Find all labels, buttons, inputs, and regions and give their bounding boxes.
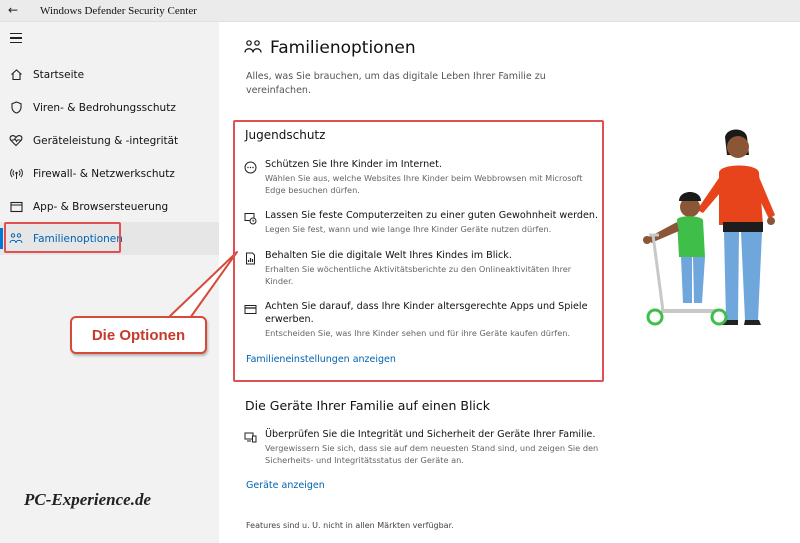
sidebar: [0, 22, 219, 543]
page-subtitle: Alles, was Sie brauchen, um das digitale Leben Ihrer Familie zu vereinfachen.: [246, 71, 546, 96]
home-icon: [9, 68, 23, 82]
sidebar-item-geraeteleistung[interactable]: [0, 124, 219, 157]
clock-screen-icon: [244, 210, 257, 223]
item-description: Entscheiden Sie, was Ihre Kinder sehen und für ihre Geräte kaufen dürfen.: [265, 328, 571, 338]
sidebar-item-label: App- & Browsersteuerung: [33, 200, 169, 213]
back-arrow-icon[interactable]: ←: [8, 3, 19, 17]
hamburger-menu-icon[interactable]: [10, 33, 22, 43]
sidebar-item-startseite[interactable]: [0, 58, 219, 91]
credit-card-icon: [244, 301, 257, 314]
watermark: PC-Experience.de: [24, 490, 151, 509]
callout-text: Die Optionen: [91, 326, 186, 344]
sidebar-item-label: Startseite: [33, 68, 85, 81]
jugendschutz-item-computerzeiten: [244, 209, 599, 235]
geraete-anzeigen-link[interactable]: Geräte anzeigen: [246, 480, 325, 491]
app-window-icon: [9, 200, 23, 214]
callout-label: [70, 316, 207, 354]
sidebar-item-label: Geräteleistung & -integrität: [33, 134, 179, 147]
item-heading: Schützen Sie Ihre Kinder im Internet.: [265, 159, 442, 170]
footer-note: Features sind u. U. nicht in allen Märkten verfügbar.: [246, 521, 454, 530]
family-illustration: [635, 125, 795, 330]
item-description: Legen Sie fest, wann und wie lange Ihre Kinder Geräte nutzen dürfen.: [265, 224, 552, 234]
page-title-text: Familienoptionen: [270, 38, 416, 58]
familieneinstellungen-link[interactable]: Familieneinstellungen anzeigen: [246, 354, 396, 365]
browse-circle-icon: [244, 159, 257, 172]
shield-icon: [9, 101, 23, 115]
sidebar-item-firewall[interactable]: [0, 157, 219, 190]
window-title: Windows Defender Security Center: [40, 5, 197, 17]
item-description: Vergewissern Sie sich, dass sie auf dem neuesten Stand sind, und zeigen Sie den Sicherheits- und Integritätsstatus der Geräte an.: [265, 443, 599, 465]
item-heading: Achten Sie darauf, dass Ihre Kinder altersgerechte Apps und Spiele erwerben.: [265, 301, 588, 325]
jugendschutz-item-apps: [244, 300, 599, 339]
sidebar-item-virenschutz[interactable]: [0, 91, 219, 124]
item-heading: Lassen Sie feste Computerzeiten zu einer guten Gewohnheit werden.: [265, 210, 599, 221]
section-title-jugendschutz: Jugendschutz: [245, 128, 326, 142]
item-heading: Überprüfen Sie die Integrität und Sicherheit der Geräte Ihrer Familie.: [265, 429, 596, 440]
jugendschutz-item-internet: [244, 158, 599, 196]
family-icon: [244, 39, 262, 58]
highlight-frame-sidebar: [4, 222, 121, 253]
jugendschutz-item-aktivitaet: [244, 249, 599, 287]
antenna-icon: [9, 167, 23, 181]
sidebar-item-label: Firewall- & Netzwerkschutz: [33, 167, 175, 180]
section-title-geraete: Die Geräte Ihrer Familie auf einen Blick: [245, 398, 491, 413]
report-icon: [244, 250, 257, 263]
title-bar: [0, 0, 800, 22]
item-heading: Behalten Sie die digitale Welt Ihres Kindes im Blick.: [265, 250, 512, 261]
geraete-item: [244, 428, 599, 466]
sidebar-item-app-browser[interactable]: [0, 190, 219, 223]
item-description: Erhalten Sie wöchentliche Aktivitätsberichte zu den Onlineaktivitäten Ihrer Kinder.: [265, 264, 572, 286]
devices-icon: [244, 429, 257, 442]
page-title: [244, 38, 416, 58]
item-description: Wählen Sie aus, welche Websites Ihre Kinder beim Webbrowsen mit Microsoft Edge besuchen dürfen.: [265, 173, 583, 195]
sidebar-item-label: Familienoptionen: [33, 232, 123, 245]
heart-pulse-icon: [9, 134, 23, 148]
sidebar-item-label: Viren- & Bedrohungsschutz: [33, 101, 176, 114]
